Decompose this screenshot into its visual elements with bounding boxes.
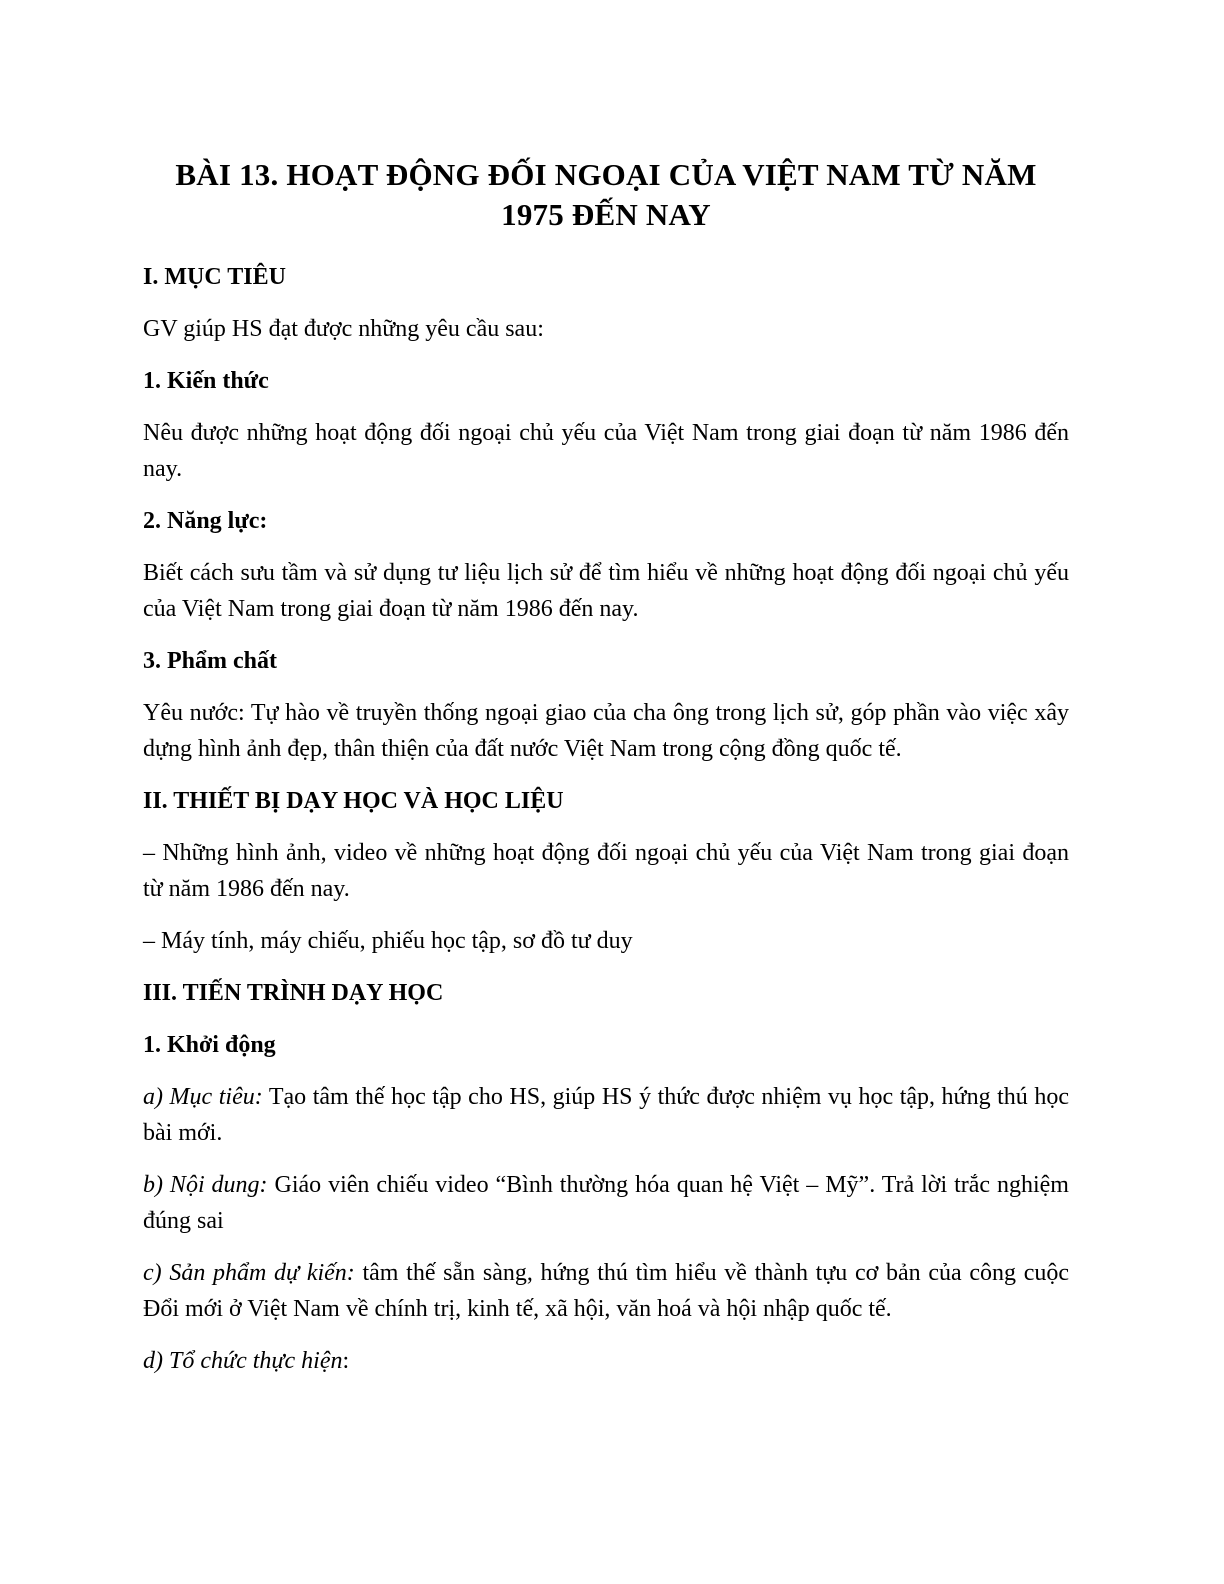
startup-content-text: Giáo viên chiếu video “Bình thường hóa quan hệ Việt – Mỹ”. Trả lời trắc nghiệm đúng sai: [143, 1172, 1069, 1234]
section-objectives-heading: I. MỤC TIÊU: [143, 264, 286, 290]
knowledge-text: Nêu được những hoạt động đối ngoại chủ yếu của Việt Nam trong giai đoạn từ năm 1986 đến nay.: [143, 420, 1069, 482]
startup-objective-label: a) Mục tiêu:: [143, 1084, 263, 1110]
title-line-1: BÀI 13. HOẠT ĐỘNG ĐỐI NGOẠI CỦA VIỆT NAM TỪ NĂM: [175, 157, 1037, 192]
title-line-2: 1975 ĐẾN NAY: [501, 197, 711, 232]
section-equipment-heading: II. THIẾT BỊ DẠY HỌC VÀ HỌC LIỆU: [143, 788, 564, 814]
startup-organization-text: :: [342, 1348, 350, 1374]
quality-heading: 3. Phẩm chất: [143, 648, 277, 674]
document-page: [143, 155, 1069, 1395]
equipment-item-2: – Máy tính, máy chiếu, phiếu học tập, sơ đồ tư duy: [143, 928, 633, 954]
startup-objective: [143, 1079, 1069, 1151]
startup-organization: [143, 1343, 1069, 1379]
startup-content-label: b) Nội dung:: [143, 1172, 268, 1198]
knowledge-heading: 1. Kiến thức: [143, 368, 269, 394]
startup-content: [143, 1167, 1069, 1239]
startup-organization-label: d) Tổ chức thực hiện: [143, 1348, 343, 1374]
startup-heading: 1. Khởi động: [143, 1032, 276, 1058]
equipment-item-1: – Những hình ảnh, video về những hoạt động đối ngoại chủ yếu của Việt Nam trong giai đoạn từ năm 1986 đến nay.: [143, 840, 1069, 902]
startup-product-text: tâm thế sẵn sàng, hứng thú tìm hiểu về thành tựu cơ bản của công cuộc Đổi mới ở Việt Nam về chính trị, kinh tế, xã hội, văn hoá và hội nhập quốc tế.: [143, 1260, 1070, 1322]
startup-objective-text: Tạo tâm thế học tập cho HS, giúp HS ý thức được nhiệm vụ học tập, hứng thú học bài mới.: [143, 1084, 1069, 1146]
startup-product: [143, 1255, 1069, 1327]
objectives-intro: GV giúp HS đạt được những yêu cầu sau:: [143, 316, 544, 342]
section-process-heading: III. TIẾN TRÌNH DẠY HỌC: [143, 980, 444, 1006]
competence-heading: 2. Năng lực:: [143, 508, 268, 534]
document-title: [143, 155, 1069, 235]
startup-product-label: c) Sản phẩm dự kiến:: [143, 1260, 355, 1286]
competence-text: Biết cách sưu tầm và sử dụng tư liệu lịch sử để tìm hiểu về những hoạt động đối ngoại chủ yếu của Việt Nam trong giai đoạn từ năm 1986 đến nay.: [143, 560, 1069, 622]
quality-text: Yêu nước: Tự hào về truyền thống ngoại giao của cha ông trong lịch sử, góp phần vào việc xây dựng hình ảnh đẹp, thân thiện của đất nước Việt Nam trong cộng đồng quốc tế.: [143, 700, 1069, 762]
